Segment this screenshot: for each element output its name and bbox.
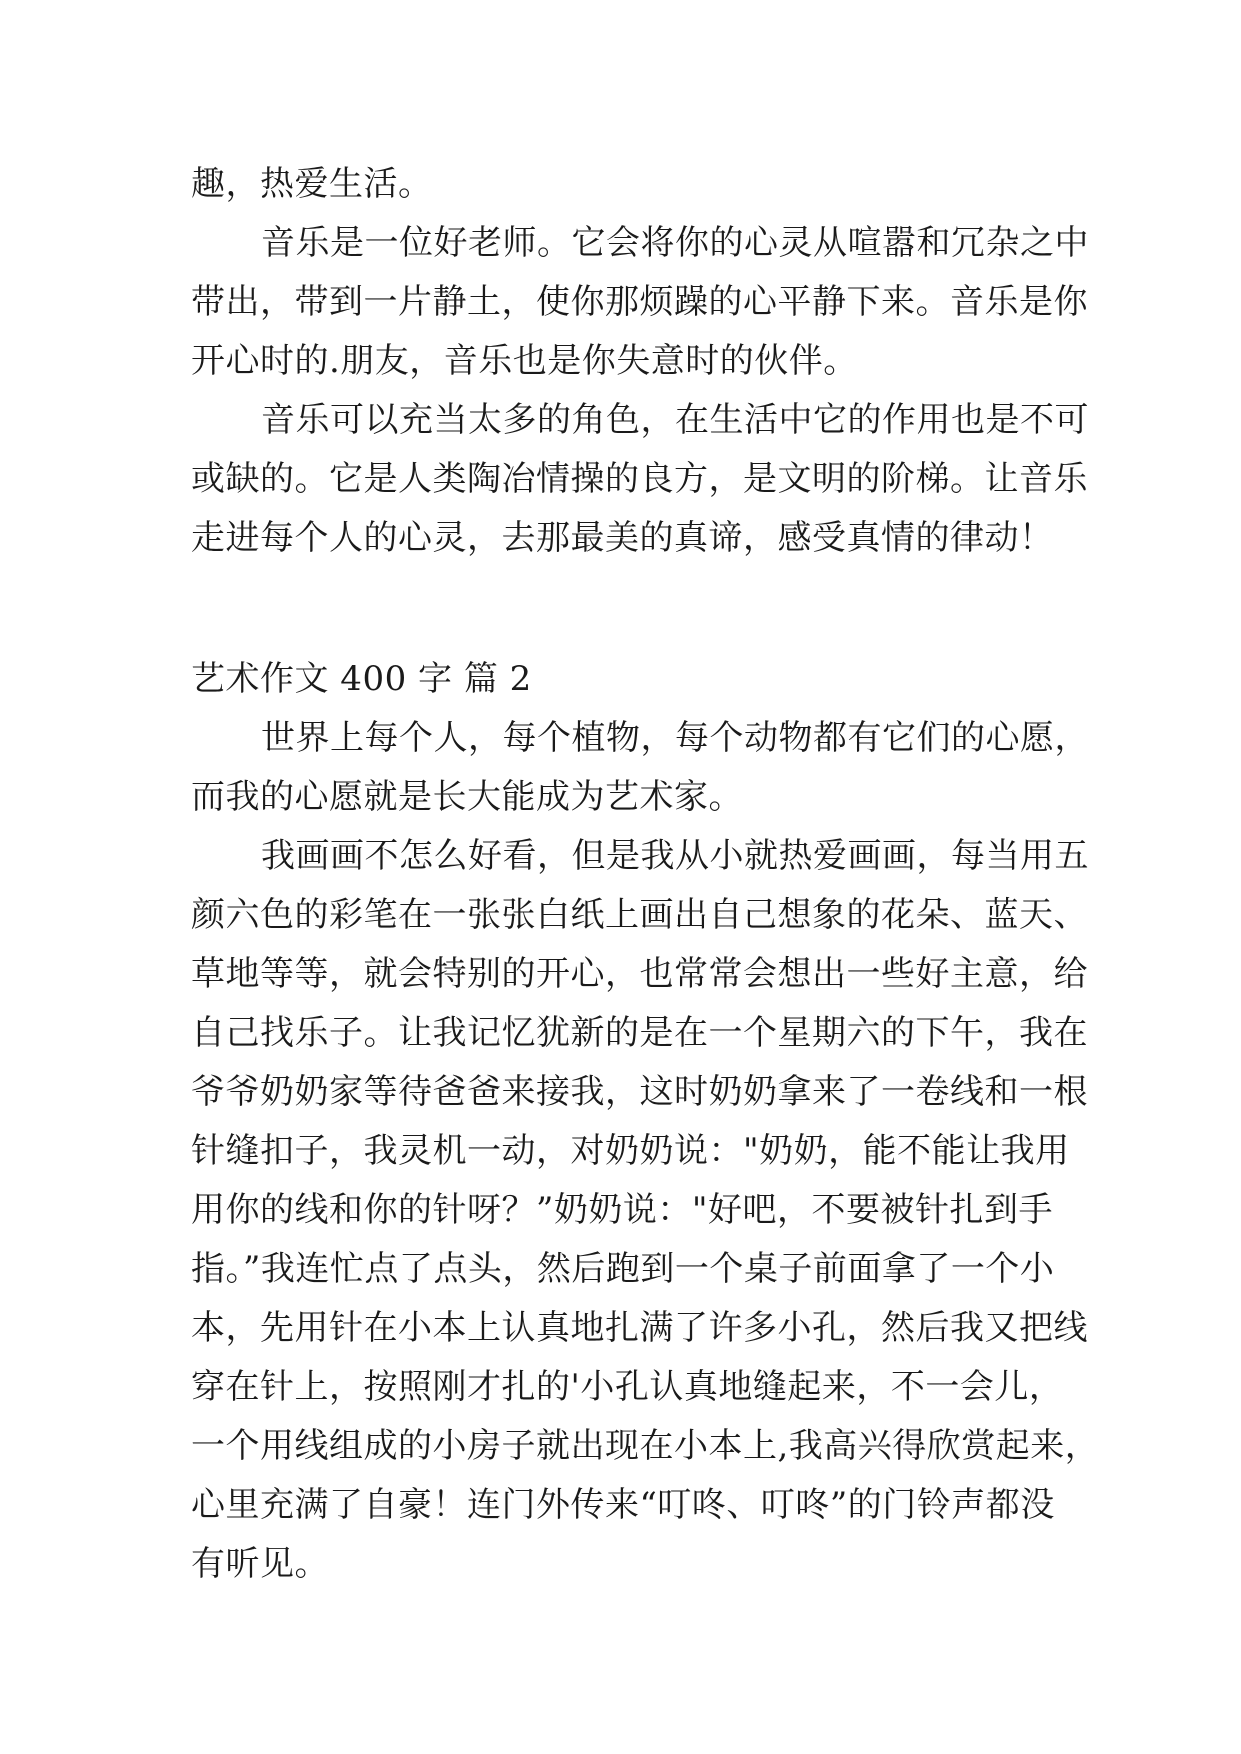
section-gap <box>191 568 1071 627</box>
paragraph-line: 世界上每个人，每个植物，每个动物都有它们的心愿， <box>261 718 1089 758</box>
paragraph-line: 自己找乐子。让我记忆犹新的是在一个星期六的下午，我在 <box>191 1013 1088 1053</box>
paragraph-line: 有听见。 <box>191 1544 329 1584</box>
paragraph-line: 趣，热爱生活。 <box>191 164 433 204</box>
paragraph-line: 针缝扣子，我灵机一动，对奶奶说："奶奶，能不能让我用 <box>191 1131 1070 1171</box>
paragraph-line: 心里充满了自豪！连门外传来“叮咚、叮咚”的门铃声都没 <box>191 1485 1055 1525</box>
paragraph-line: 带出，带到一片静土，使你那烦躁的心平静下来。音乐是你 <box>191 282 1088 322</box>
section-heading: 艺术作文 400 字 篇 2 <box>191 659 532 699</box>
paragraph-line: 一个用线组成的小房子就出现在小本上,我高兴得欣赏起来， <box>191 1426 1100 1466</box>
paragraph-line: 草地等等，就会特别的开心，也常常会想出一些好主意，给 <box>191 954 1088 994</box>
paragraph-line: 本，先用针在小本上认真地扎满了许多小孔，然后我又把线 <box>191 1308 1088 1348</box>
paragraph-line: 我画画不怎么好看，但是我从小就热爱画画，每当用五 <box>261 836 1089 876</box>
paragraph-line: 或缺的。它是人类陶冶情操的良方，是文明的阶梯。让音乐 <box>191 459 1088 499</box>
paragraph-line: 穿在针上，按照刚才扎的'小孔认真地缝起来，不一会儿， <box>191 1367 1064 1407</box>
document-body <box>191 155 1100 1594</box>
paragraph-line: 音乐是一位好老师。它会将你的心灵从喧嚣和冗杂之中 <box>261 223 1089 263</box>
paragraph-line: 而我的心愿就是长大能成为艺术家。 <box>191 777 743 817</box>
paragraph-line: 音乐可以充当太多的角色，在生活中它的作用也是不可 <box>261 400 1089 440</box>
paragraph-line: 用你的线和你的针呀？”奶奶说："好吧，不要被针扎到手 <box>191 1190 1054 1230</box>
paragraph-line: 爷爷奶奶家等待爸爸来接我，这时奶奶拿来了一卷线和一根 <box>191 1072 1088 1112</box>
paragraph-line: 走进每个人的心灵，去那最美的真谛，感受真情的律动！ <box>191 518 1054 558</box>
paragraph-line: 颜六色的彩笔在一张张白纸上画出自己想象的花朵、蓝天、 <box>191 895 1088 935</box>
paragraph-line: 开心时的.朋友，音乐也是你失意时的伙伴。 <box>191 341 858 381</box>
paragraph-line: 指。”我连忙点了点头，然后跑到一个桌子前面拿了一个小 <box>191 1249 1055 1289</box>
